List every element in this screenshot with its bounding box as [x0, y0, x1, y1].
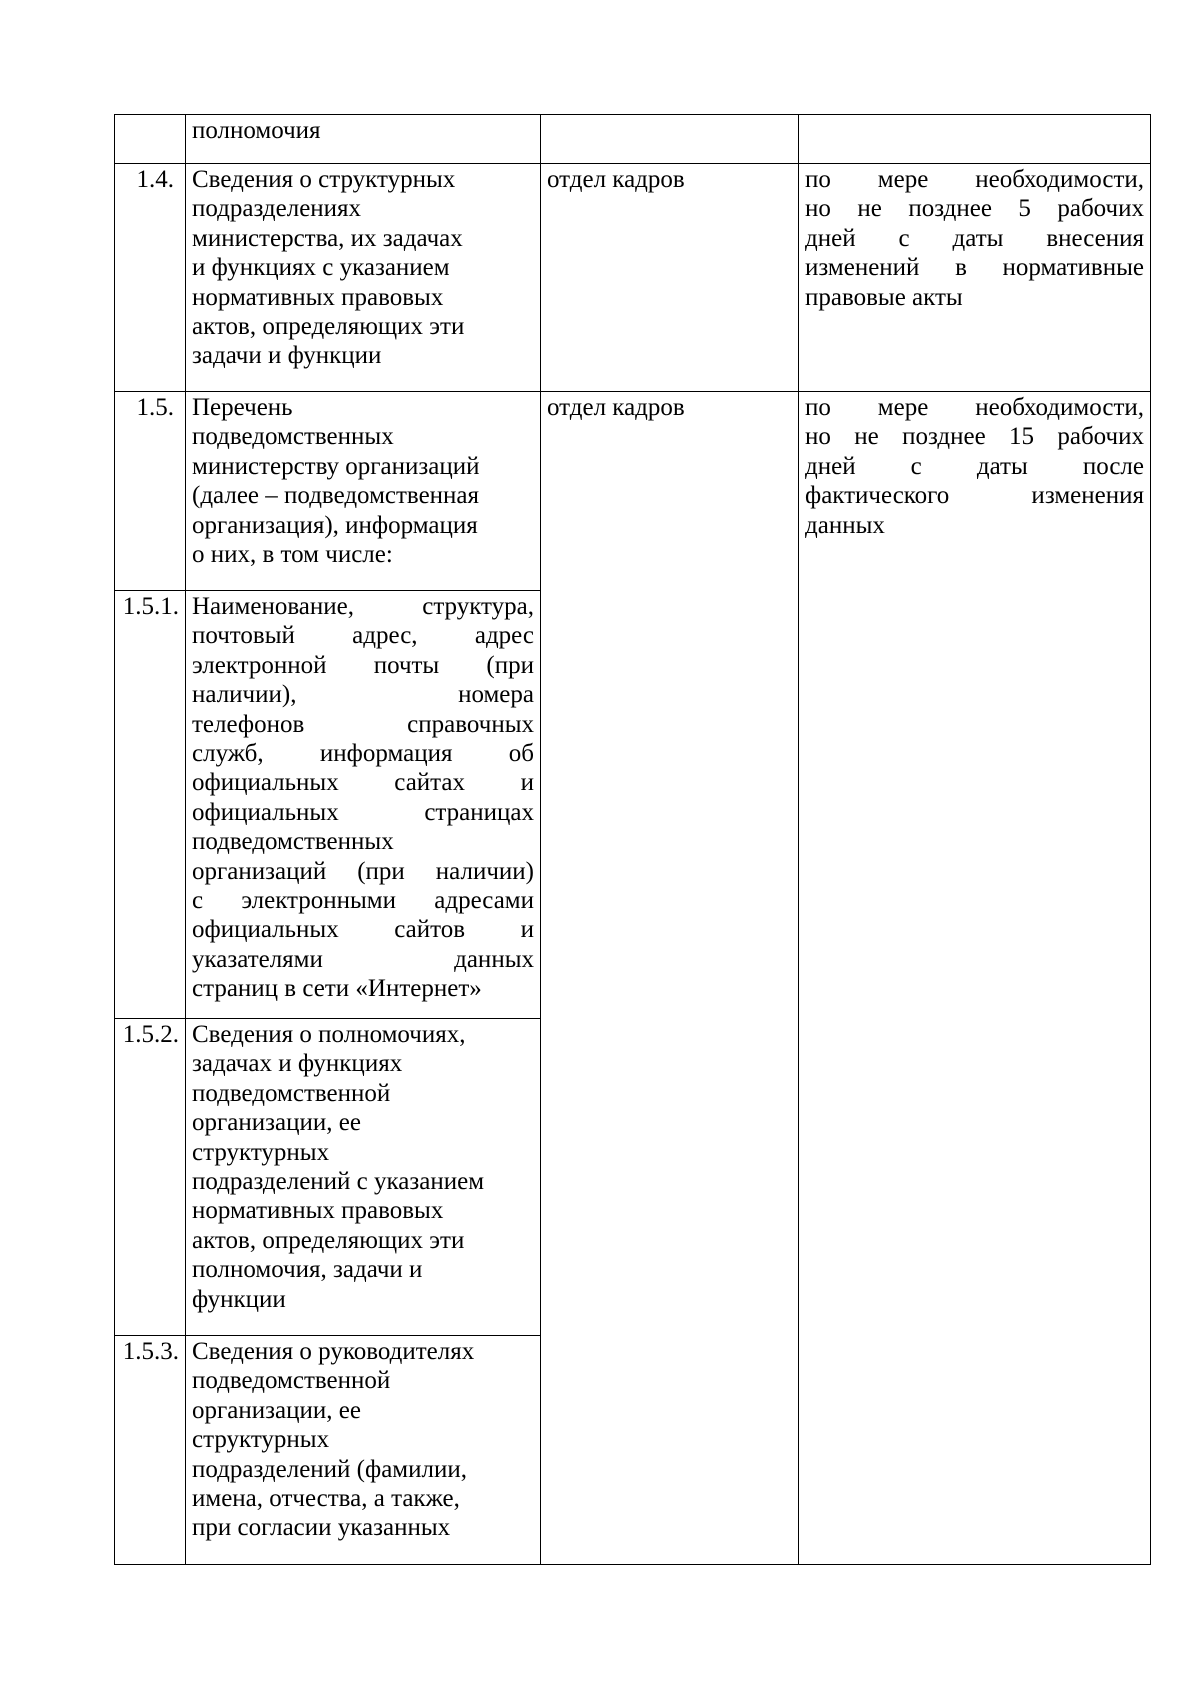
text-line: функции: [192, 1285, 286, 1313]
term-cell: [799, 392, 1151, 1565]
text-line: задачах и функциях: [192, 1050, 403, 1078]
info-name-cell: [186, 1019, 541, 1336]
text-line: организации, ее: [192, 1109, 361, 1137]
text-line: но не позднее 5 рабочих: [805, 195, 1144, 223]
text-line: Сведения о полномочиях,: [192, 1021, 466, 1048]
text-line: нормативных правовых: [192, 283, 444, 311]
text-line: и функциях с указанием: [192, 254, 450, 282]
text-line: подразделениях: [192, 195, 362, 223]
text-line: подведомственной: [192, 1367, 391, 1395]
table-row: [115, 392, 1151, 591]
term-cell: [799, 115, 1151, 164]
text-line: наличии), номера: [192, 681, 534, 709]
table-row: [115, 115, 1151, 164]
info-name-cell: [186, 1336, 541, 1565]
text-line: подведомственной: [192, 1079, 391, 1107]
information-table: [114, 114, 1151, 1565]
text-line: организаций (при наличии): [192, 857, 534, 885]
text-line: но не позднее 15 рабочих: [805, 423, 1144, 451]
text-line: фактического изменения: [805, 482, 1144, 510]
text-line: официальных страницах: [192, 798, 534, 826]
text-line: данных: [805, 511, 885, 539]
text-line: Сведения о структурных: [192, 166, 456, 193]
text-line: задачи и функции: [192, 342, 382, 370]
text-line: актов, определяющих эти: [192, 313, 465, 341]
text-line: по мере необходимости,: [805, 166, 1144, 193]
row-number-cell: 1.5.2.: [115, 1019, 186, 1336]
text-line: имена, отчества, а также,: [192, 1485, 460, 1513]
text-line: полномочия: [192, 117, 321, 144]
row-number-cell: 1.5.1.: [115, 591, 186, 1019]
text-line: с электронными адресами: [192, 887, 534, 915]
text-line: почтовый адрес, адрес: [192, 622, 534, 650]
text-line: Перечень: [192, 394, 293, 421]
responsible-cell: отдел кадров: [541, 392, 799, 1565]
info-name-cell: [186, 115, 541, 164]
text-line: служб, информация об: [192, 740, 534, 768]
table-row: [115, 164, 1151, 392]
info-name-cell: [186, 591, 541, 1019]
text-line: дней с даты после: [805, 452, 1144, 480]
text-line: подведомственных: [192, 423, 394, 451]
text-line: Сведения о руководителях: [192, 1338, 475, 1365]
row-number-cell: 1.4.: [115, 164, 186, 392]
text-line: структурных: [192, 1426, 330, 1454]
info-name-cell: [186, 164, 541, 392]
row-number-cell: 1.5.3.: [115, 1336, 186, 1565]
text-line: при согласии указанных: [192, 1514, 451, 1542]
text-line: полномочия, задачи и: [192, 1256, 423, 1284]
text-line: организация), информация: [192, 511, 478, 539]
text-line: указателями данных: [192, 945, 534, 973]
text-line: нормативных правовых: [192, 1197, 444, 1225]
row-number-cell: [115, 115, 186, 164]
text-line: официальных сайтов и: [192, 916, 534, 944]
text-line: Наименование, структура,: [192, 593, 534, 620]
text-line: изменений в нормативные: [805, 254, 1144, 282]
text-line: страниц в сети «Интернет»: [192, 975, 482, 1003]
text-line: подразделений с указанием: [192, 1168, 485, 1196]
responsible-cell: отдел кадров: [541, 164, 799, 392]
text-line: подведомственных: [192, 828, 394, 856]
text-line: электронной почты (при: [192, 651, 534, 679]
text-line: телефонов справочных: [192, 710, 534, 738]
text-line: министерства, их задачах: [192, 224, 463, 252]
text-line: организации, ее: [192, 1396, 361, 1424]
text-line: министерству организаций: [192, 452, 480, 480]
text-line: официальных сайтах и: [192, 769, 534, 797]
text-line: правовые акты: [805, 283, 963, 311]
text-line: (далее – подведомственная: [192, 482, 480, 510]
text-line: о них, в том числе:: [192, 541, 393, 569]
text-line: по мере необходимости,: [805, 394, 1144, 421]
info-name-cell: [186, 392, 541, 591]
text-line: структурных: [192, 1138, 330, 1166]
responsible-cell: [541, 115, 799, 164]
text-line: дней с даты внесения: [805, 224, 1144, 252]
row-number-cell: 1.5.: [115, 392, 186, 591]
text-line: актов, определяющих эти: [192, 1226, 465, 1254]
text-line: подразделений (фамилии,: [192, 1455, 467, 1483]
term-cell: [799, 164, 1151, 392]
